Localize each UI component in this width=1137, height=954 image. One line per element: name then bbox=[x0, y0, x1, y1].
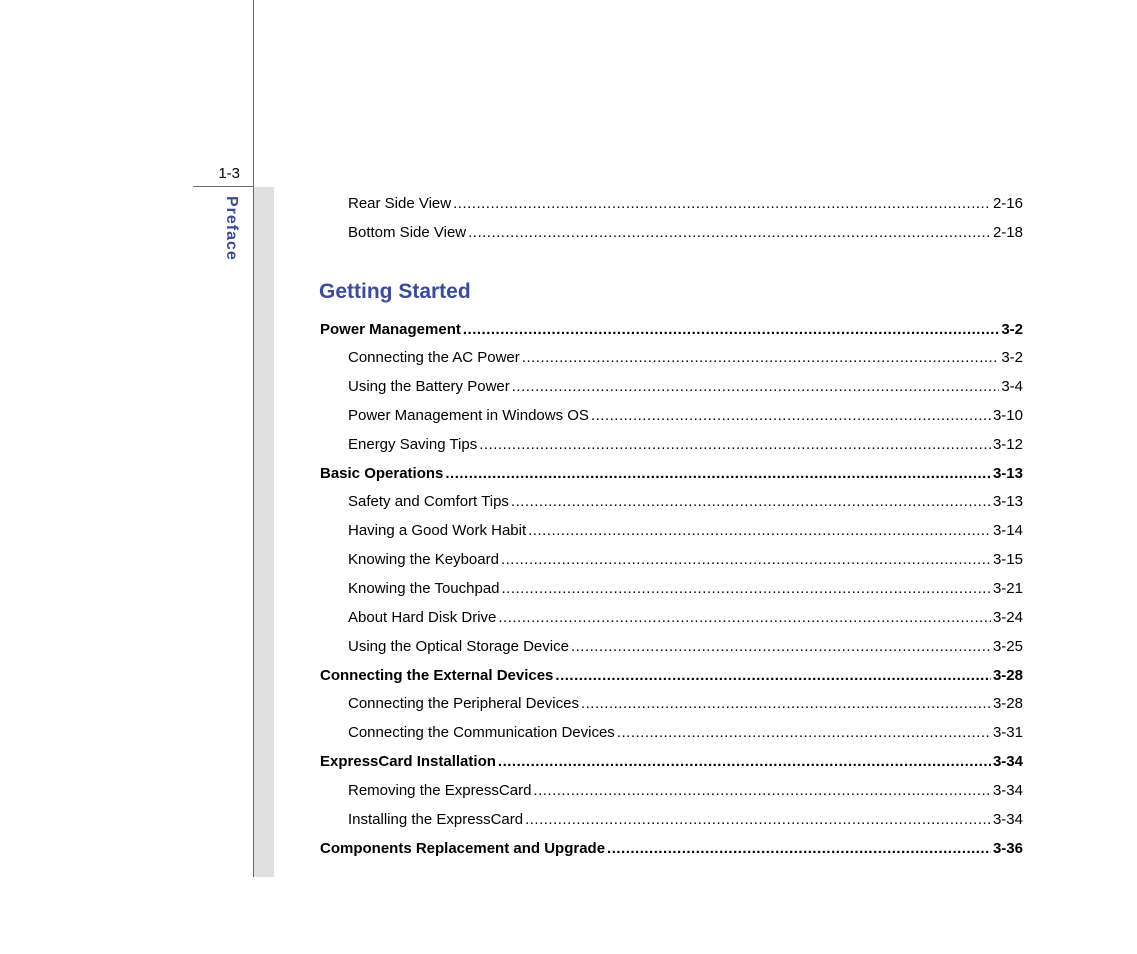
toc-entry-page: 3-14 bbox=[992, 522, 1023, 539]
toc-entry-page: 3-13 bbox=[992, 465, 1023, 482]
toc-section-entry[interactable] bbox=[320, 666, 1023, 686]
toc-entry-title: Power Management bbox=[320, 321, 461, 338]
toc-entry-title: Energy Saving Tips bbox=[348, 436, 478, 453]
toc-entry-page: 2-18 bbox=[992, 224, 1023, 241]
toc-entry-page: 3-31 bbox=[992, 724, 1023, 741]
toc-entry[interactable] bbox=[348, 435, 1023, 455]
toc-leader-dots bbox=[617, 723, 991, 743]
toc-leader-dots bbox=[525, 810, 991, 830]
toc-entry-page: 3-34 bbox=[992, 782, 1023, 799]
toc-entry[interactable] bbox=[348, 223, 1023, 243]
toc-leader-dots bbox=[607, 839, 991, 859]
toc-leader-dots bbox=[522, 348, 1000, 368]
toc-section-entry[interactable] bbox=[320, 464, 1023, 484]
toc-leader-dots bbox=[511, 492, 991, 512]
toc-leader-dots bbox=[581, 694, 991, 714]
toc-entry[interactable] bbox=[348, 810, 1023, 830]
toc-entry-page: 3-21 bbox=[992, 580, 1023, 597]
toc-section-entry[interactable] bbox=[320, 752, 1023, 772]
toc-entry-title: Using the Optical Storage Device bbox=[348, 638, 569, 655]
toc-entry-title: Removing the ExpressCard bbox=[348, 782, 532, 799]
page-number-rule bbox=[193, 186, 254, 187]
toc-entry-title: Bottom Side View bbox=[348, 224, 467, 241]
toc-leader-dots bbox=[528, 521, 991, 541]
toc-entry-title: Safety and Comfort Tips bbox=[348, 493, 509, 510]
toc-entry-page: 3-12 bbox=[992, 436, 1023, 453]
toc-entry-title: Knowing the Touchpad bbox=[348, 580, 500, 597]
toc-leader-dots bbox=[571, 637, 991, 657]
toc-leader-dots bbox=[463, 320, 999, 340]
toc-entry-title: Connecting the AC Power bbox=[348, 349, 520, 366]
toc-leader-dots bbox=[591, 406, 991, 426]
toc-leader-dots bbox=[498, 752, 991, 772]
toc-entry[interactable] bbox=[348, 637, 1023, 657]
toc-entry-title: Using the Battery Power bbox=[348, 378, 510, 395]
toc-entry-page: 3-2 bbox=[1001, 349, 1023, 366]
toc-entry-page: 3-15 bbox=[992, 551, 1023, 568]
toc-entry-page: 3-36 bbox=[992, 840, 1023, 857]
toc-entry-page: 2-16 bbox=[992, 195, 1023, 212]
chapter-heading: Getting Started bbox=[319, 280, 471, 303]
toc-section-entry[interactable] bbox=[320, 839, 1023, 859]
toc-entry[interactable] bbox=[348, 348, 1023, 368]
toc-entry-title: Knowing the Keyboard bbox=[348, 551, 499, 568]
toc-entry-title: ExpressCard Installation bbox=[320, 753, 496, 770]
toc-leader-dots bbox=[555, 666, 991, 686]
toc-entry-page: 3-4 bbox=[1001, 378, 1023, 395]
toc-entry-page: 3-28 bbox=[992, 695, 1023, 712]
toc-entry-page: 3-24 bbox=[992, 609, 1023, 626]
toc-leader-dots bbox=[468, 223, 991, 243]
toc-entry-page: 3-34 bbox=[992, 753, 1023, 770]
toc-entry-title: Rear Side View bbox=[348, 195, 452, 212]
page-number: 1-3 bbox=[218, 165, 240, 182]
toc-entry-page: 3-25 bbox=[992, 638, 1023, 655]
toc-entry[interactable] bbox=[348, 694, 1023, 714]
toc-entry[interactable] bbox=[348, 550, 1023, 570]
toc-leader-dots bbox=[512, 377, 1000, 397]
toc-entry-title: Components Replacement and Upgrade bbox=[320, 840, 606, 857]
toc-entry[interactable] bbox=[348, 723, 1023, 743]
toc-entry-title: Having a Good Work Habit bbox=[348, 522, 527, 539]
section-tab-label: Preface bbox=[223, 196, 240, 261]
toc-entry-title: About Hard Disk Drive bbox=[348, 609, 497, 626]
toc-entry[interactable] bbox=[348, 194, 1023, 214]
toc-leader-dots bbox=[533, 781, 991, 801]
toc-entry[interactable] bbox=[348, 406, 1023, 426]
toc-entry[interactable] bbox=[348, 579, 1023, 599]
toc-entry-page: 3-2 bbox=[1001, 321, 1023, 338]
toc-entry-title: Connecting the Peripheral Devices bbox=[348, 695, 579, 712]
toc-leader-dots bbox=[502, 579, 991, 599]
toc-entry[interactable] bbox=[348, 781, 1023, 801]
toc-entry-page: 3-10 bbox=[992, 407, 1023, 424]
toc-entry-page: 3-13 bbox=[992, 493, 1023, 510]
toc-entry-page: 3-28 bbox=[992, 667, 1023, 684]
toc-leader-dots bbox=[498, 608, 991, 628]
toc-leader-dots bbox=[501, 550, 991, 570]
toc-entry[interactable] bbox=[348, 492, 1023, 512]
toc-section-entry[interactable] bbox=[320, 320, 1023, 340]
toc-entry-title: Power Management in Windows OS bbox=[348, 407, 589, 424]
toc-leader-dots bbox=[445, 464, 991, 484]
toc-leader-dots bbox=[479, 435, 991, 455]
margin-gray-band bbox=[254, 187, 274, 877]
toc-entry-title: Connecting the Communication Devices bbox=[348, 724, 615, 741]
toc-leader-dots bbox=[453, 194, 991, 214]
toc-entry-page: 3-34 bbox=[992, 811, 1023, 828]
toc-entry[interactable] bbox=[348, 521, 1023, 541]
toc-entry-title: Basic Operations bbox=[320, 465, 444, 482]
toc-entry[interactable] bbox=[348, 377, 1023, 397]
toc-entry[interactable] bbox=[348, 608, 1023, 628]
toc-entry-title: Connecting the External Devices bbox=[320, 667, 554, 684]
toc-entry-title: Installing the ExpressCard bbox=[348, 811, 524, 828]
